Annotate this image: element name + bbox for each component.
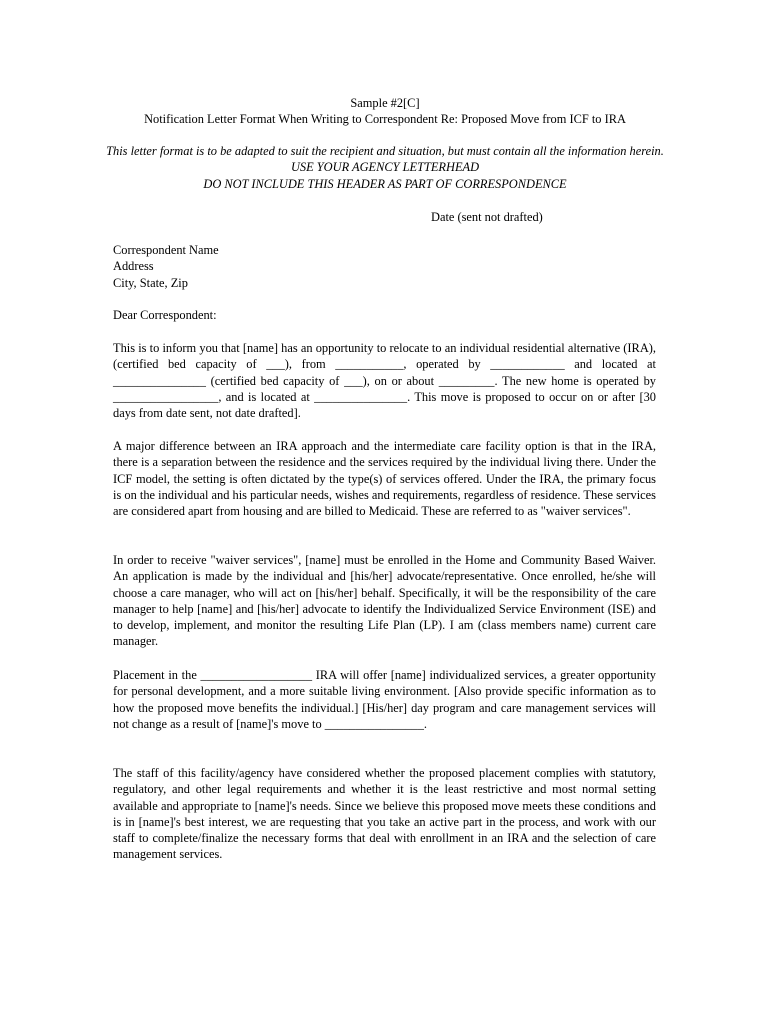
recipient-address-line: Address bbox=[113, 259, 154, 274]
recipient-city-state-zip: City, State, Zip bbox=[113, 275, 188, 290]
recipient-address bbox=[113, 242, 219, 291]
body-paragraph-3: In order to receive "waiver services", [name] must be enrolled in the Home and Community Based Waiver. An application is made by the individual and [his/her] advocate/representative. Once enrolled, he/she will choose a care manager, who will act on [his/her] behalf. Specifically, it will be the responsibility of the care manager to help [name] and [his/her] advocate to identify the Individualized Service Environment (ISE) and to develop, implement, and monitor the resulting Life Plan (LP). I am (class members name) current care manager. bbox=[113, 553, 656, 649]
instruction-letterhead: USE YOUR AGENCY LETTERHEAD bbox=[290, 160, 480, 175]
body-paragraph-4: Placement in the __________________ IRA will offer [name] individualized services, a greater opportunity for personal development, and a more suitable living environment. [Also provide specific information as to how the proposed move benefits the individual.] [His/her] day program and care management services will not change as a result of [name]'s move to ________________. bbox=[113, 668, 656, 731]
letter-date: Date (sent not drafted) bbox=[431, 210, 543, 224]
recipient-name: Correspondent Name bbox=[113, 243, 219, 257]
body-paragraph-2: A major difference between an IRA approach and the intermediate care facility option is that in the IRA, there is a separation between the residence and the services required by the individual living there. Under the ICF model, the setting is often dictated by the type(s) of services offered. Under the IRA, the primary focus is on the individual and his particular needs, wishes and requirements, regardless of residence. These services are considered apart from housing and are billed to Medicaid. These are referred to as "waiver services". bbox=[113, 439, 656, 519]
body-paragraph-5: The staff of this facility/agency have considered whether the proposed placement complies with statutory, regulatory, and other legal requirements and whether it is the least restrictive and most normal setting available and appropriate to [name]'s needs. Since we believe this proposed move meets these conditions and is in [name]'s best interest, we are requesting that you take an active part in the process, and work with our staff to complete/finalize the necessary forms that deal with enrollment in an IRA and the selection of care management services. bbox=[113, 766, 656, 862]
instruction-block bbox=[0, 143, 770, 192]
salutation: Dear Correspondent: bbox=[113, 308, 217, 322]
sample-id: Sample #2[C] bbox=[350, 96, 420, 110]
instruction-exclude-header: DO NOT INCLUDE THIS HEADER AS PART OF CORRESPONDENCE bbox=[203, 176, 567, 191]
body-paragraph-1: This is to inform you that [name] has an opportunity to relocate to an individual residential alternative (IRA), (certified bed capacity of ___), from ___________, operated by ____________ and located at _______________ (certified bed capacity of ___), on or about _________. The new home is operated by _________________, and is located at _______________. This move is proposed to occur on or after [30 days from date sent, not date drafted]. bbox=[113, 341, 656, 421]
instruction-line: This letter format is to be adapted to suit the recipient and situation, but must contain all the information herein. bbox=[106, 144, 664, 158]
document-title: Notification Letter Format When Writing to Correspondent Re: Proposed Move from ICF to IRA bbox=[144, 112, 626, 126]
